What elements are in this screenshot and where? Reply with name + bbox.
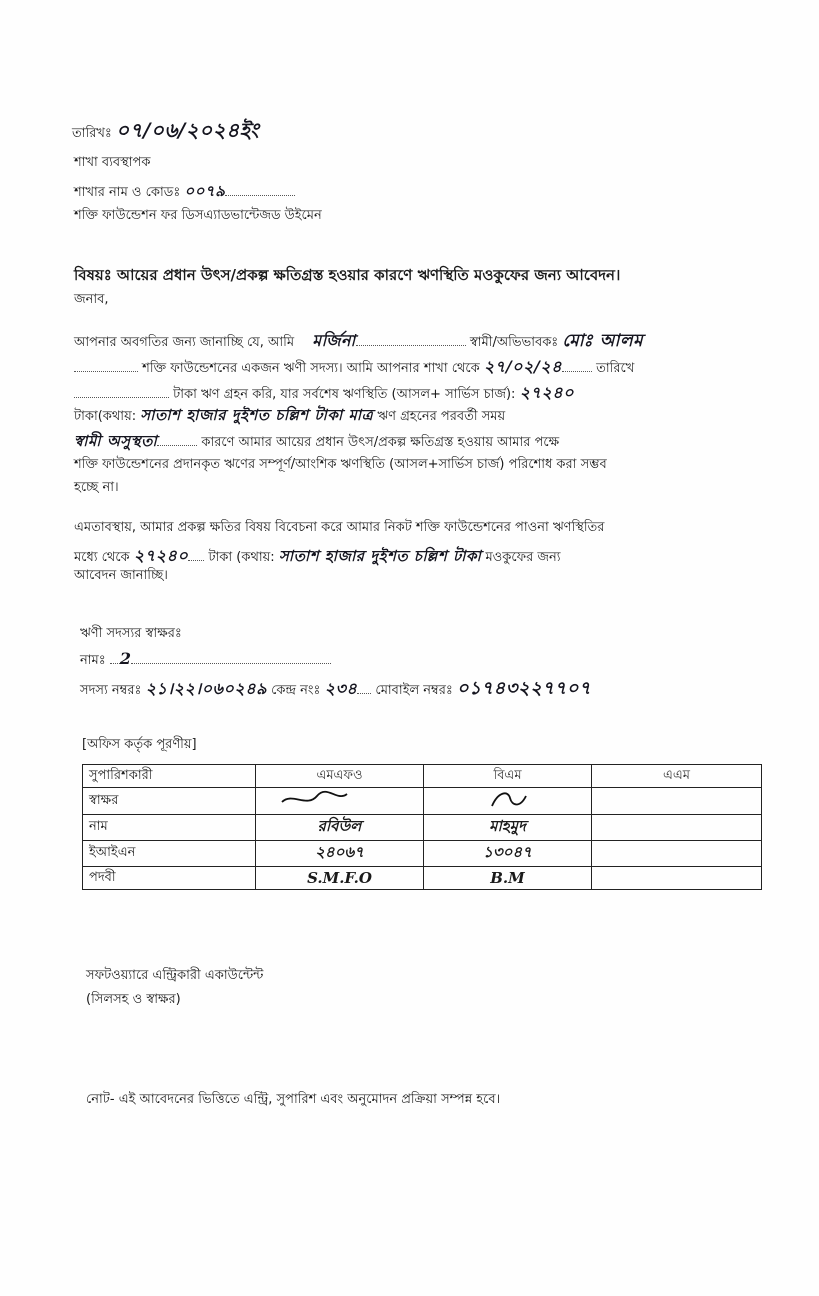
text: মওকুফের জন্য [485, 550, 561, 565]
entry-accountant: সফটওয়্যারে এন্ট্রিকারী একাউন্টেন্ট [86, 968, 264, 983]
bm-ein: ১৩০৪৭ [424, 841, 592, 867]
organization-name: শক্তি ফাউন্ডেশন ফর ডিসএ্যাডভান্টেজড উইমেন [74, 208, 322, 223]
bm-signature [424, 788, 592, 815]
body-line-2 [74, 354, 634, 381]
signature-mark [430, 788, 530, 810]
text: কারণে আমার আয়ের প্রধান উৎস/প্রকল্প ক্ষতিগ্রস্ত হওয়ায় আমার পক্ষে [201, 435, 560, 450]
am-designation [592, 867, 762, 890]
subject-line: বিষয়ঃ আয়ের প্রধান উৎস/প্রকল্প ক্ষতিগ্রস্ত হওয়ার কারণে ঋণস্থিতি মওকুফের জন্য আবেদন। [74, 266, 621, 284]
am-name [592, 815, 762, 841]
text: মধ্যে থেকে [74, 550, 130, 565]
row-label-name: নাম [83, 815, 256, 841]
date-line [72, 116, 259, 149]
text: আপনার অবগতির জন্য জানাচ্ছি যে, আমি [74, 335, 295, 350]
waiver-words: সাতাশ হাজার দুইশত চল্লিশ টাকা [278, 547, 482, 565]
office-table [82, 764, 762, 890]
member-name: মর্জিনা [312, 331, 356, 350]
text: শক্তি ফাউন্ডেশনের একজন ঋণী সদস্য। আমি আপনার শাখা থেকে [142, 361, 480, 376]
mfo-ein: ২৪০৬৭ [256, 841, 424, 867]
center-label: কেন্দ্র নংঃ [271, 683, 321, 698]
text: টাকা(কথায়: [74, 409, 137, 424]
outstanding-amount: ২৭২৪০ [519, 383, 575, 402]
loan-date: ২৭/০২/২৪ [483, 357, 562, 376]
bm-designation: B.M [424, 867, 592, 890]
name-value: 2 [119, 649, 132, 668]
text: টাকা (কথায়: [208, 550, 275, 565]
body-line-7: হচ্ছে না। [74, 480, 119, 495]
office-heading: [অফিস কর্তৃক পূরণীয়] [82, 737, 197, 752]
mfo-name: রবিউল [256, 815, 424, 841]
outstanding-words: সাতাশ হাজার দুইশত চল্লিশ টাকা মাত্র [140, 406, 374, 424]
text: তারিখে [596, 361, 635, 376]
body-line-10: আবেদন জানাচ্ছি। [74, 568, 168, 583]
member-sign-label: ঋণী সদস্যর স্বাক্ষরঃ [80, 626, 182, 641]
table-row [83, 815, 762, 841]
body-line-6: শক্তি ফাউন্ডেশনের প্রদানকৃত ঋণের সম্পূর্ণ/আংশিক ঋণস্থিতি (আসল+সার্ভিস চার্জ) পরিশোধ করা সম্ভব [74, 457, 607, 472]
mobile-label: মোবাইল নম্বরঃ [375, 683, 453, 698]
col-bm: বিএম [424, 765, 592, 788]
body-line-4 [74, 404, 505, 429]
guardian-name: মোঃ আলম [562, 331, 644, 351]
entry-accountant-seal: (সিলসহ ও স্বাক্ষর) [86, 992, 181, 1007]
mfo-signature [256, 788, 424, 815]
branch-label: শাখার নাম ও কোডঃ [74, 185, 181, 200]
row-label-ein: ইআইএন [83, 841, 256, 867]
row-label-designation: পদবী [83, 867, 256, 890]
date-label: তারিখঃ [72, 126, 112, 141]
text: টাকা ঋণ গ্রহন করি, যার সর্বশেষ ঋণস্থিতি (আসল+ সার্ভিস চার্জ): [173, 387, 516, 402]
name-label: নামঃ [80, 653, 106, 668]
branch-code: ০০৭৯ [184, 182, 226, 200]
text: ঋণ গ্রহনের পরবর্তী সময় [377, 409, 506, 424]
mobile-no: ০১৭৪৩২২৭৭০৭ [456, 678, 592, 699]
col-mfo: এমএফও [256, 765, 424, 788]
branch-line [74, 180, 295, 205]
signature-mark [262, 788, 362, 810]
body-line-1 [74, 328, 643, 356]
addressee: শাখা ব্যবস্থাপক [74, 155, 151, 170]
bm-name: মাহমুদ [424, 815, 592, 841]
text: স্বামী/অভিভাবকঃ [469, 335, 559, 350]
col-recommender: সুপারিশকারী [83, 765, 256, 788]
member-id-line [80, 674, 591, 705]
member-name-line [80, 649, 331, 672]
waiver-amount: ২৭২৪০ [133, 546, 189, 565]
date-value: ০৭/০৬/২০২৪ইং [116, 118, 260, 142]
footer-note: নোট- এই আবেদনের ভিত্তিতে এন্ট্রি, সুপারিশ এবং অনুমোদন প্রক্রিয়া সম্পন্ন হবে। [86, 1092, 501, 1107]
salutation: জনাব, [74, 292, 109, 307]
table-row [83, 841, 762, 867]
am-signature [592, 788, 762, 815]
row-label-signature: স্বাক্ষর [83, 788, 256, 815]
body-line-5 [74, 430, 559, 455]
member-no: ২১।২২।০৬০২৪৯ [145, 679, 267, 698]
office-header-row [83, 765, 762, 788]
body-line-8: এমতাবস্থায়, আমার প্রকল্প ক্ষতির বিষয় বিবেচনা করে আমার নিকট শক্তি ফাউন্ডেশনের পাওনা ঋণস্থিতির [74, 520, 605, 535]
cause: স্বামী অসুস্থতা [74, 432, 158, 450]
table-row [83, 788, 762, 815]
mfo-designation: S.M.F.O [256, 867, 424, 890]
table-row [83, 867, 762, 890]
am-ein [592, 841, 762, 867]
member-no-label: সদস্য নম্বরঃ [80, 683, 142, 698]
body-line-3 [74, 380, 574, 407]
center-no: ২৩৪ [324, 679, 358, 698]
col-am: এএম [592, 765, 762, 788]
